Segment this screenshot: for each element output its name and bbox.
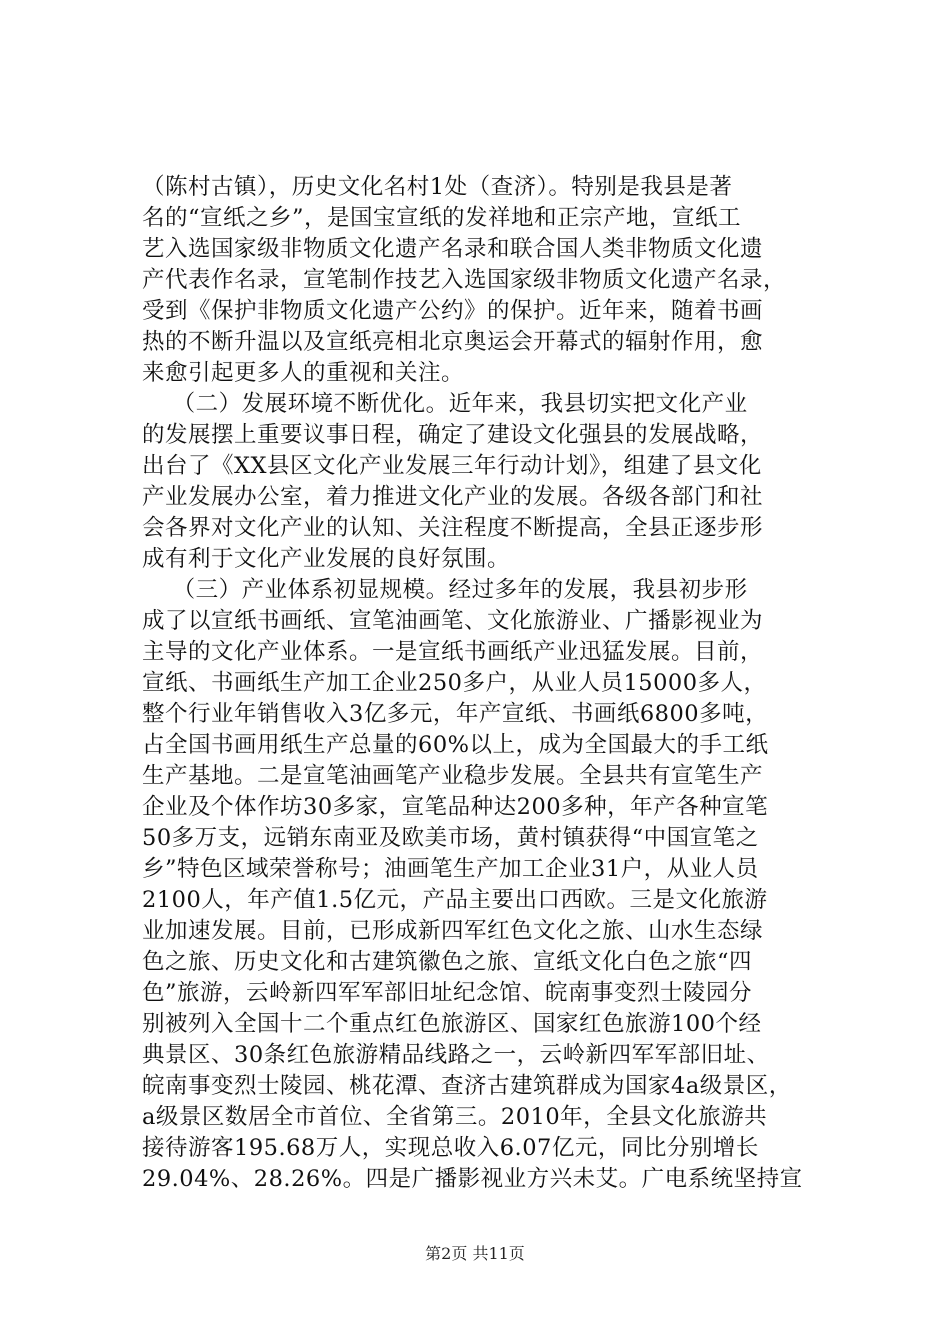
text-line: 宣纸、书画纸生产加工企业250多户，从业人员15000多人，: [142, 670, 767, 696]
text-line: 来愈引起更多人的重视和关注。: [142, 360, 465, 386]
text-line: 乡”特色区域荣誉称号；油画笔生产加工企业31户，从业人员: [142, 856, 759, 882]
text-line: 50多万支，远销东南亚及欧美市场，黄村镇获得“中国宣笔之: [142, 825, 759, 851]
text-line: 会各界对文化产业的认知、关注程度不断提高，全县正逐步形: [142, 515, 764, 541]
text-line: 皖南事变烈士陵园、桃花潭、查济古建筑群成为国家4a级景区，: [142, 1073, 792, 1099]
text-line: 名的“宣纸之乡”，是国宝宣纸的发祥地和正宗产地，宣纸工: [142, 205, 742, 231]
text-line: 2100人，年产值1.5亿元，产品主要出口西欧。三是文化旅游: [142, 887, 768, 913]
text-line: 29.04%、28.26%。四是广播影视业方兴未艾。广电系统坚持宣: [142, 1166, 803, 1192]
text-line: 产代表作名录，宣笔制作技艺入选国家级非物质文化遗产名录，: [142, 267, 787, 293]
body-text: [142, 172, 832, 1195]
text-line: 占全国书画用纸生产总量的60%以上，成为全国最大的手工纸: [142, 732, 769, 758]
text-line: 成有利于文化产业发展的良好氛围。: [142, 546, 511, 572]
page-footer: 第2页 共11页: [425, 1244, 525, 1263]
text-line: （三）产业体系初显规模。经过多年的发展，我县初步形: [142, 577, 748, 603]
text-line: 成了以宣纸书画纸、宣笔油画笔、文化旅游业、广播影视业为: [142, 608, 764, 634]
text-line: 生产基地。二是宣笔油画笔产业稳步发展。全县共有宣笔生产: [142, 763, 764, 789]
text-line: 色”旅游，云岭新四军军部旧址纪念馆、皖南事变烈士陵园分: [142, 980, 753, 1006]
text-line: 出台了《XX县区文化产业发展三年行动计划》，组建了县文化: [142, 453, 762, 479]
text-line: 的发展摆上重要议事日程，确定了建设文化强县的发展战略，: [142, 422, 764, 448]
text-line: 整个行业年销售收入3亿多元，年产宣纸、书画纸6800多吨，: [142, 701, 769, 727]
text-line: 艺入选国家级非物质文化遗产名录和联合国人类非物质文化遗: [142, 236, 764, 262]
text-line: 受到《保护非物质文化遗产公约》的保护。近年来，随着书画: [142, 298, 764, 324]
text-line: a级景区数居全市首位、全省第三。2010年，全县文化旅游共: [142, 1104, 768, 1130]
text-line: 热的不断升温以及宣纸亮相北京奥运会开幕式的辐射作用，愈: [142, 329, 764, 355]
text-line: 接待游客195.68万人，实现总收入6.07亿元，同比分别增长: [142, 1135, 759, 1161]
text-line: 主导的文化产业体系。一是宣纸书画纸产业迅猛发展。目前，: [142, 639, 764, 665]
text-line: 产业发展办公室，着力推进文化产业的发展。各级各部门和社: [142, 484, 764, 510]
text-line: 别被列入全国十二个重点红色旅游区、国家红色旅游100个经: [142, 1011, 762, 1037]
text-line: （二）发展环境不断优化。近年来，我县切实把文化产业: [142, 391, 748, 417]
text-line: 业加速发展。目前，已形成新四军红色文化之旅、山水生态绿: [142, 918, 764, 944]
text-line: 色之旅、历史文化和古建筑徽色之旅、宣纸文化白色之旅“四: [142, 949, 753, 975]
text-line: （陈村古镇），历史文化名村1处（查济）。特别是我县是著: [142, 174, 733, 200]
text-line: 典景区、30条红色旅游精品线路之一，云岭新四军军部旧址、: [142, 1042, 770, 1068]
text-line: 企业及个体作坊30多家，宣笔品种达200多种，年产各种宣笔: [142, 794, 769, 820]
